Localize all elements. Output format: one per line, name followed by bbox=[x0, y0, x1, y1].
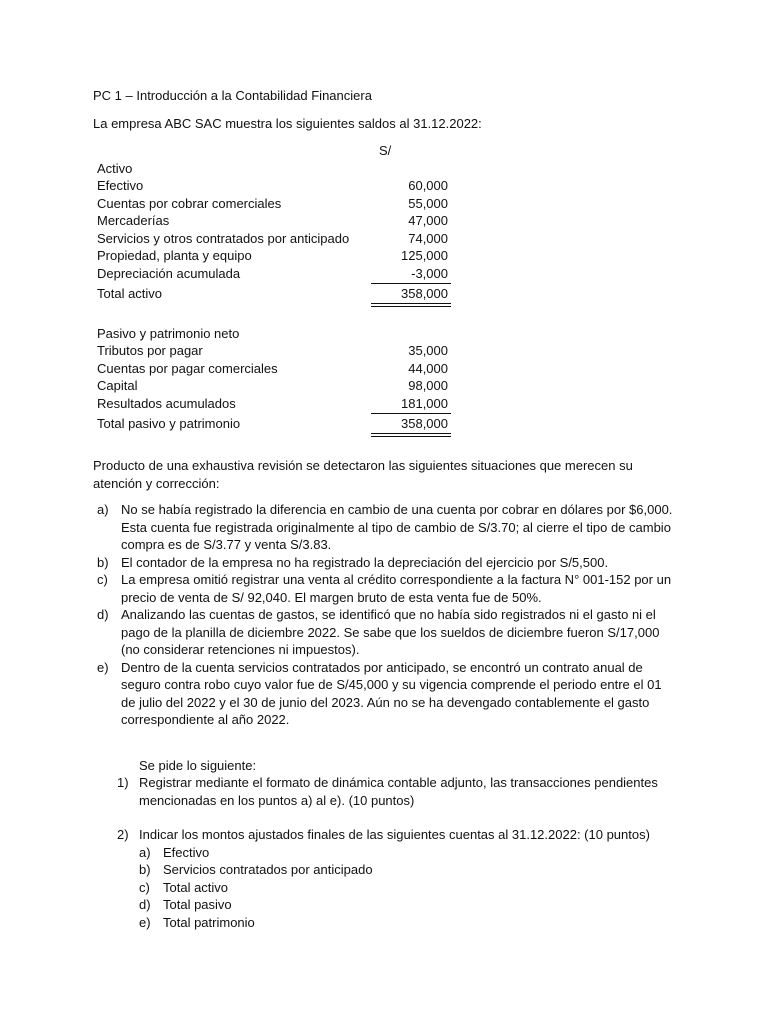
list-item: 2) Indicar los montos ajustados finales de las siguientes cuentas al 31.12.2022: (10 puntos) a) Efectivo b) Servicios contratados por anticipado c) Total activo d) Total pasivo e) Total patrimonio bbox=[117, 826, 687, 931]
total-assets-value: 358,000 bbox=[401, 286, 448, 301]
situations-list bbox=[97, 501, 677, 729]
asset-row: Efectivo 60,000 bbox=[97, 178, 448, 193]
total-rule bbox=[371, 433, 451, 437]
list-item: b) El contador de la empresa no ha registrado la depreciación del ejercicio por S/5,500. bbox=[97, 554, 609, 570]
list-item: 1) Registrar mediante el formato de dinámica contable adjunto, las transacciones pendientes mencionadas en los puntos a) al e). (10 puntos) bbox=[117, 775, 658, 808]
review-paragraph: Producto de una exhaustiva revisión se detectaron las siguientes situaciones que merecen su atención y corrección: bbox=[93, 458, 633, 491]
account-item: d) Total pasivo bbox=[139, 897, 232, 912]
balance-sheet bbox=[97, 142, 457, 437]
asset-row: Mercaderías 47,000 bbox=[97, 213, 448, 228]
document-title: PC 1 – Introducción a la Contabilidad Financiera bbox=[93, 88, 372, 103]
assets-heading: Activo bbox=[97, 160, 133, 176]
subtotal-rule bbox=[371, 413, 451, 414]
account-item: c) Total activo bbox=[139, 879, 229, 895]
list-item: c) La empresa omitió registrar una venta al crédito correspondiente a la factura N° 001-152 por un precio de venta de S/ 92,040. El margen bruto de esta venta fue de 50%. bbox=[97, 572, 672, 605]
list-item: e) Dentro de la cuenta servicios contratados por anticipado, se encontró un contrato anual de seguro contra robo cuyo valor fue de S/45,000 y su vigencia comprende el periodo entre el 01 de julio del 2022 y el 30 de junio del 2023. Aún no se ha devengado contablemente el gasto correspondiente al año 2022. bbox=[97, 659, 662, 727]
asset-row: Propiedad, planta y equipo 125,000 bbox=[97, 248, 448, 263]
liabilities-heading: Pasivo y patrimonio neto bbox=[97, 325, 240, 341]
subtotal-rule bbox=[371, 283, 451, 284]
total-assets-label: Total activo bbox=[97, 286, 163, 301]
asset-row: Servicios y otros contratados por anticipado 74,000 bbox=[97, 230, 448, 246]
list-item: a) No se había registrado la diferencia en cambio de una cuenta por cobrar en dólares por $6,000. Esta cuenta fue registrada originalmente al tipo de cambio de S/3.70; al cierre el tipo de cambio compra es de S/3.77 y venta S/3.83. bbox=[97, 502, 673, 552]
currency-header: S/ bbox=[379, 143, 392, 158]
account-item: e) Total patrimonio bbox=[139, 914, 255, 930]
liability-row: Cuentas por pagar comerciales 44,000 bbox=[97, 360, 448, 376]
asset-row: Depreciación acumulada -3,000 bbox=[97, 265, 448, 281]
list-item: d) Analizando las cuentas de gastos, se identificó que no había sido registrados ni el gasto ni el pago de la planilla de diciembre 2022. Se sabe que los sueldos de diciembre fueron S/17,000 (no considerar retenciones ni impuestos). bbox=[97, 607, 660, 657]
intro-text: La empresa ABC SAC muestra los siguientes saldos al 31.12.2022: bbox=[93, 116, 482, 131]
account-item: a) Efectivo bbox=[139, 844, 210, 860]
request-heading: Se pide lo siguiente: bbox=[139, 758, 257, 773]
liability-row: Capital 98,000 bbox=[97, 378, 448, 393]
total-assets-row bbox=[97, 282, 457, 300]
total-liabilities-row bbox=[97, 412, 457, 430]
total-liabilities-label: Total pasivo y patrimonio bbox=[97, 416, 241, 431]
liability-row: Tributos por pagar 35,000 bbox=[97, 343, 448, 358]
asset-row: Cuentas por cobrar comerciales 55,000 bbox=[97, 195, 448, 211]
total-rule bbox=[371, 303, 451, 307]
total-liabilities-value: 358,000 bbox=[401, 416, 448, 431]
account-item: b) Servicios contratados por anticipado bbox=[139, 862, 373, 877]
liability-row: Resultados acumulados 181,000 bbox=[97, 395, 448, 411]
requests-list bbox=[117, 774, 687, 931]
